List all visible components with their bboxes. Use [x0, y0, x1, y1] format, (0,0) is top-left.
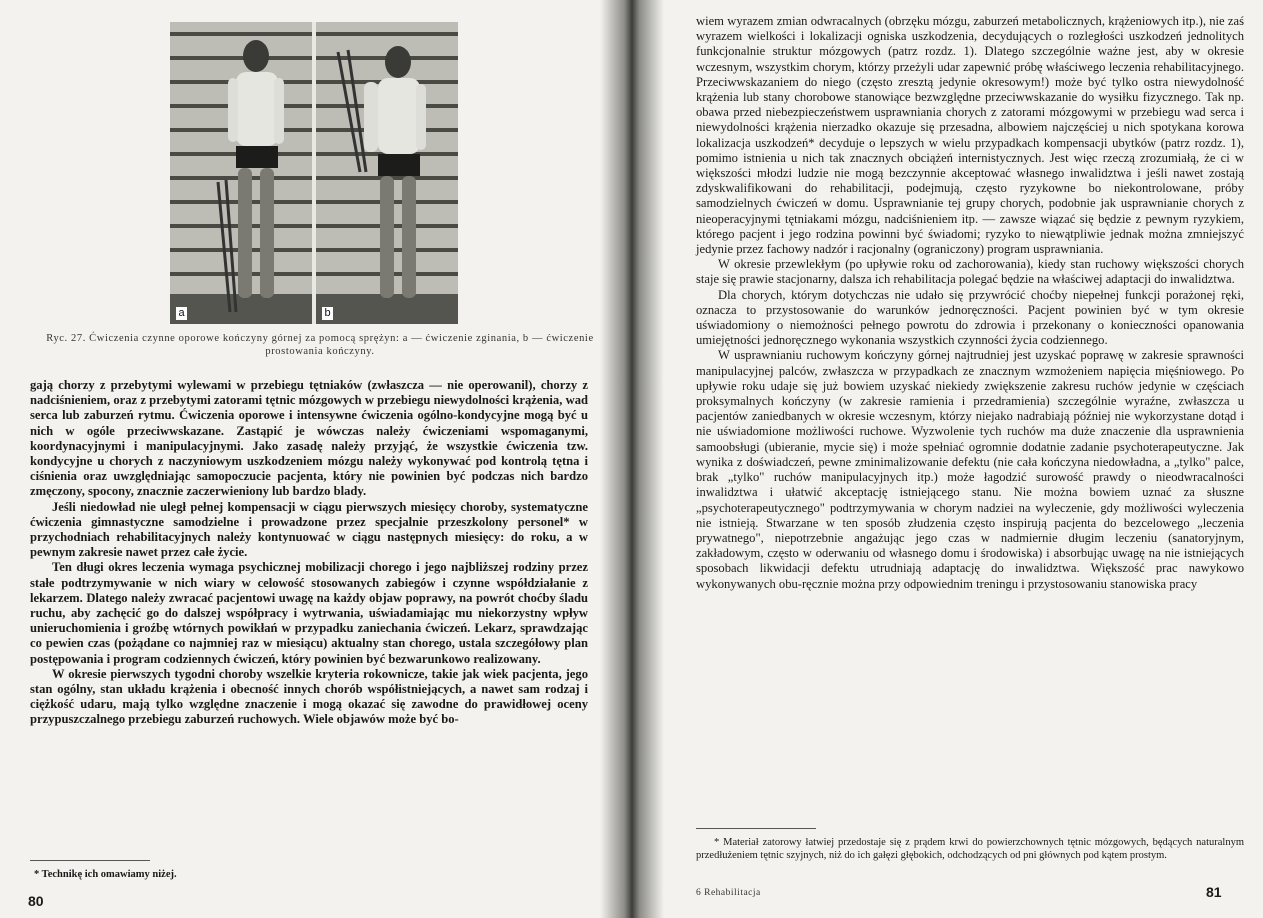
page-number-left: 80: [28, 893, 44, 909]
left-footnote: * Technikę ich omawiamy niżej.: [34, 869, 177, 880]
book-gutter: [600, 0, 664, 918]
paragraph: W usprawnianiu ruchowym kończyny górnej najtrudniej jest uzyskać poprawę w zakresie sprawności manipulacyjnej palców, zwłaszcza w przypadkach ze znacznym wzmożeniem napięcia mięśniowego. Po upływie roku udaje się już bowiem uzyskać niekiedy zwiększenie zakresu ruchów jedynie w częściach proksymalnych kończyny (w zakresie ramienia i przedramienia) szczególnie wyraźne, zwłaszcza u pacjentów zaniedbanych w okresie wczesnym, którzy niejako nadrabiają później nie wykorzystane dotąd i nie uświadomione możliwości ruchowe. Wyzwolenie tych ruchów ma duże znaczenie dla usprawnienia samoobsługi (ubieranie, mycie się) i może spełniać ogromnie dodatnie zadanie psychoterapeutyczne. Jak wynika z doświadczeń, pewne zminimalizowanie defektu (nie cała kończyna niedowładna, a „tylko" palce, brak „tylko" ruchów manipulacyjnych itp.) może łagodzić surowość prawdy o nieodwracalności inwalidztwa i ułatwić akceptację istniejącego stanu. Nie można bowiem uznać za słuszne „psychoterapeutycznego" podtrzymywania w chorym nadziei na wyleczenie, gdy możliwości wyleczenia nie istnieją. Stwarzane w ten sposób złudzenia często inspirują pacjenta do bezcelowego „leczenia prywatnego", niepotrzebnie angażując jego czas w nadmiernie długim leczeniu (sanatoryjnym, zakładowym, często w oderwaniu od własnego domu i środowiska) i absorbując uwagę na nie istniejących sposobach likwidacji defektu utrudniają adaptację do inwalidztwa. Większość prac nawykowo wykonywanych obu-ręcznie można przy odpowiednim treningu i przystosowaniu stanowiska pracy: [696, 348, 1244, 591]
figure-photo: [170, 22, 458, 324]
paragraph: wiem wyrazem zmian odwracalnych (obrzęku mózgu, zaburzeń metabolicznych, krążeniowych itp.), nie zaś wyrazem wielkości i lokalizacji ogniska uszkodzenia, decydujących o rozległości uszkodzeń jednolitych funkcjonalnie struktur mózgowych (patrz rozdz. 1). Dlatego szczególnie ważne jest, aby w okresie wczesnym, wszystkim chorym, którzy przeżyli udar zapewnić próbę właściwego leczenia rehabilitacyjnego. Przeciwwskazaniem do niego (często zresztą jedynie okresowym!) może być tylko ostra niewydolność krążenia lub stany chorobowe stanowiące bezwzględne przeciwwskazanie do wysiłku fizycznego. Tak np. obawa przed niebezpieczeństwem usprawniania chorych z zatorami mózgowymi w przebiegu wad serca i niewydolności krążenia nierzadko okazuje się przesadna, albowiem najczęściej u nich spotykana korowa lokalizacja uszkodzeń* decyduje o lepszych w wielu przypadkach kompensacji ubytków (patrz rozdz. 1), pomimo istnienia u nich tak znacznych obciążeń internistycznych. Jest więc rzeczą zrozumiałą, że ci w większości młodzi ludzie nie mogą bezczynnie akceptować własnego inwalidztwa i jeśli nawet zostają zdyskwalifikowani do rehabilitacji, podejmują, często ryzykowne bo niekontrolowane, próby samodzielnych ćwiczeń w domu. Usprawnianie tej grupy chorych, podobnie jak usprawnianie chorych z nieoperacyjnymi tętniakami mózgu, nadciśnieniem itp. — zawsze wiązać się będzie z pewnym ryzykiem, którego pacjent i jego rodzina powinni być świadomi; ryzyko to niewątpliwie jednak można zmniejszyć jedynie przez fachowy nadzór i racjonalny (ograniczony) program usprawniania.: [696, 14, 1244, 257]
paragraph: W okresie pierwszych tygodni choroby wszelkie kryteria rokownicze, takie jak wiek pacjenta, jego stan ogólny, stan układu krążenia i obecność innych chorób współistniejących, a nawet sam rodzaj i ciężkość udaru, mają tylko względne znaczenie i mogą okazać się zawodne do prawidłowej oceny przypuszczalnego przebiegu zaburzeń ruchowych. Wiele objawów może być bo-: [30, 666, 588, 727]
paragraph: W okresie przewlekłym (po upływie roku od zachorowania), kiedy stan ruchowy większości chorych staje się prawie stacjonarny, dalsza ich rehabilitacja polegać będzie na właściwej adaptacji do inwalidztwa.: [696, 257, 1244, 287]
footnote-rule: [696, 828, 816, 829]
paragraph: Dla chorych, którym dotychczas nie udało się przywrócić choćby niepełnej funkcji porażonej ręki, oznacza to przystosowanie do warunków jednoręczności. Pacjent powinien być w tym okresie uświadomiony o niemożności pełnego powrotu do zdrowia i przekonany o konieczności opanowania umiejętności jednoręcznego wykonania wszystkich czynności życia codziennego.: [696, 287, 1244, 348]
paragraph: Ten długi okres leczenia wymaga psychicznej mobilizacji chorego i jego najbliższej rodziny przez stałe podtrzymywanie w nich wiary w celowość stosowanych zabiegów i czynne współdziałanie z lekarzem. Dlatego należy zwracać pacjentowi uwagę na każdy objaw poprawy, na powrót choćby śladu ruchu, aby zachęcić go do dalszej współpracy i wytrwania, uświadamiając mu niekorzystny wpływ unieruchomienia i groźbę wtórnych powikłań w przypadku zaniechania ćwiczeń. Lekarz, sprawdzając co pewien czas (pożądane co najmniej raz w miesiącu) aktualny stan chorego, ustala szczegółowy plan postępowania i program codziennych ćwiczeń, który powinien być bezwarunkowo realizowany.: [30, 560, 588, 666]
panel-a-label: a: [176, 307, 187, 320]
photo-panel-a: [170, 22, 312, 324]
panel-b-label: b: [322, 307, 333, 320]
left-body-text: [30, 378, 588, 728]
photo-panel-b: [316, 22, 458, 324]
right-page: [636, 0, 1263, 918]
signature-mark: 6 Rehabilitacja: [696, 888, 761, 898]
patient-figure-b: [316, 22, 458, 324]
paragraph: gają chorzy z przebytymi wylewami w przebiegu tętniaków (zwłaszcza — nie operowanil), chorzy z nadciśnieniem, oraz z przebytymi zatorami tętnic mózgowych w przebiegu niewydolności krążenia, wad serca lub zaburzeń rytmu. Ćwiczenia oporowe i intensywne ćwiczenia ogólno-kondycyjne mogą być u nich w ogóle przeciwwskazane. Zastąpić je wówczas należy ćwiczeniami wspomaganymi, koordynacyjnymi i manipulacyjnymi. Jako zasadę należy przyjąć, że wszystkie ćwiczenia tzw. kondycyjne u chorych z naczyniowym uszkodzeniem mózgu należy wykonywać pod kontrolą tętna i ciśnienia oraz uwzględniając samopoczucie pacjenta, który nie powinien być podczas nich bardzo zmęczony, spocony, znacznie zaczerwieniony lub bardzo blady.: [30, 378, 588, 499]
paragraph: Jeśli niedowład nie uległ pełnej kompensacji w ciągu pierwszych miesięcy choroby, systematyczne ćwiczenia gimnastyczne samodzielne i prowadzone przez specjalnie przeszkolony personel* w przychodniach rehabilitacyjnych należy kontynuować w ciągu następnych miesięcy: do roku, a w pewnym zakresie nawet przez całe życie.: [30, 499, 588, 560]
footnote-rule: [30, 860, 150, 861]
page-number-right: 81: [1206, 884, 1222, 900]
right-footnote: [696, 836, 1244, 862]
right-body-text: [696, 14, 1244, 592]
left-page: [0, 0, 628, 918]
patient-figure-a: [170, 22, 312, 324]
footnote-text: * Materiał zatorowy łatwiej przedostaje się z prądem krwi do powierzchownych tętnic mózgowych, będących naturalnym przedłużeniem tętnic szyjnych, niż do ich gałęzi głębokich, odchodzących od pni głównych pod kątem prostym.: [696, 837, 1244, 861]
figure-caption: Ryc. 27. Ćwiczenia czynne oporowe kończyny górnej za pomocą sprężyn: a — ćwiczenie zginania, b — ćwiczenie prostowania kończyny.: [46, 333, 594, 357]
